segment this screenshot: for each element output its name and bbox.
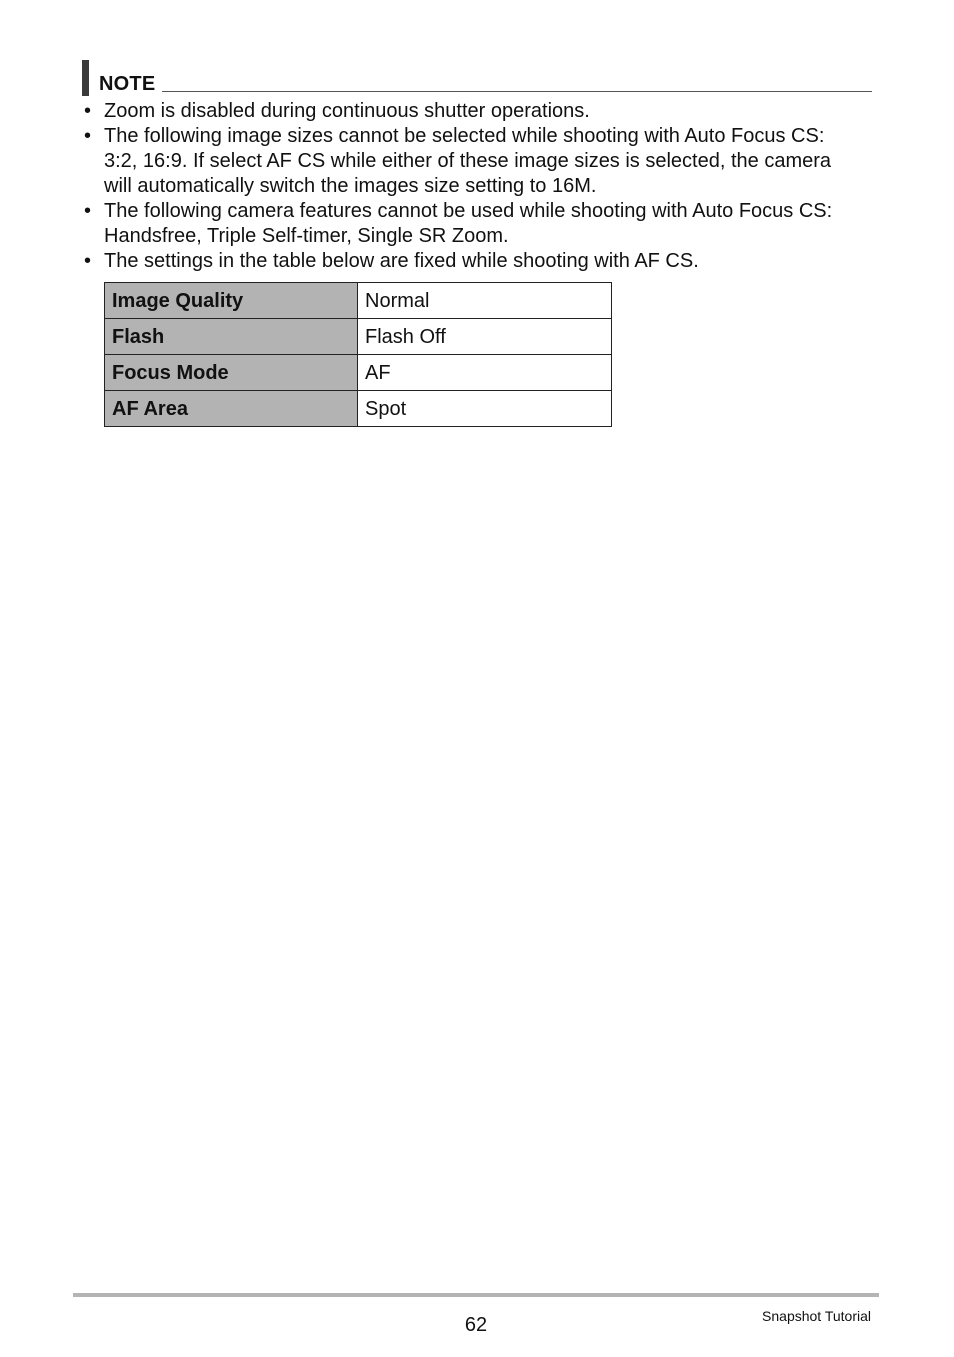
page-number: 62 <box>464 1314 488 1336</box>
bullet-glyph: • <box>84 125 92 147</box>
setting-value: Flash Off <box>358 319 612 355</box>
note-line: will automatically switch the images size setting to 16M. <box>104 175 597 197</box>
table-row <box>105 355 612 391</box>
note-title: NOTE <box>99 73 156 95</box>
note-divider <box>162 91 872 92</box>
list-item <box>84 249 884 274</box>
setting-value: AF <box>358 355 612 391</box>
fixed-settings-table <box>104 282 612 427</box>
note-line: Handsfree, Triple Self-timer, Single SR Zoom. <box>104 225 509 247</box>
note-header <box>82 60 872 96</box>
setting-name: Image Quality <box>105 283 358 319</box>
list-item <box>84 99 884 124</box>
note-line: The following image sizes cannot be selected while shooting with Auto Focus CS: <box>104 125 825 147</box>
setting-value: Spot <box>358 391 612 427</box>
table-row <box>105 391 612 427</box>
setting-name: AF Area <box>105 391 358 427</box>
note-line: 3:2, 16:9. If select AF CS while either of these image sizes is selected, the camera <box>104 150 832 172</box>
table-row <box>105 283 612 319</box>
list-item <box>84 199 884 249</box>
table-row <box>105 319 612 355</box>
note-line: The following camera features cannot be used while shooting with Auto Focus CS: <box>104 200 833 222</box>
setting-value: Normal <box>358 283 612 319</box>
footer-divider <box>73 1293 879 1297</box>
bullet-glyph: • <box>84 250 92 272</box>
note-line: The settings in the table below are fixed while shooting with AF CS. <box>104 250 699 272</box>
note-line: Zoom is disabled during continuous shutter operations. <box>104 100 590 122</box>
section-name: Snapshot Tutorial <box>762 1308 871 1324</box>
bullet-glyph: • <box>84 100 92 122</box>
setting-name: Focus Mode <box>105 355 358 391</box>
bullet-glyph: • <box>84 200 92 222</box>
list-item <box>84 124 884 199</box>
note-list <box>84 99 884 274</box>
setting-name: Flash <box>105 319 358 355</box>
note-marker-bar <box>82 60 89 96</box>
